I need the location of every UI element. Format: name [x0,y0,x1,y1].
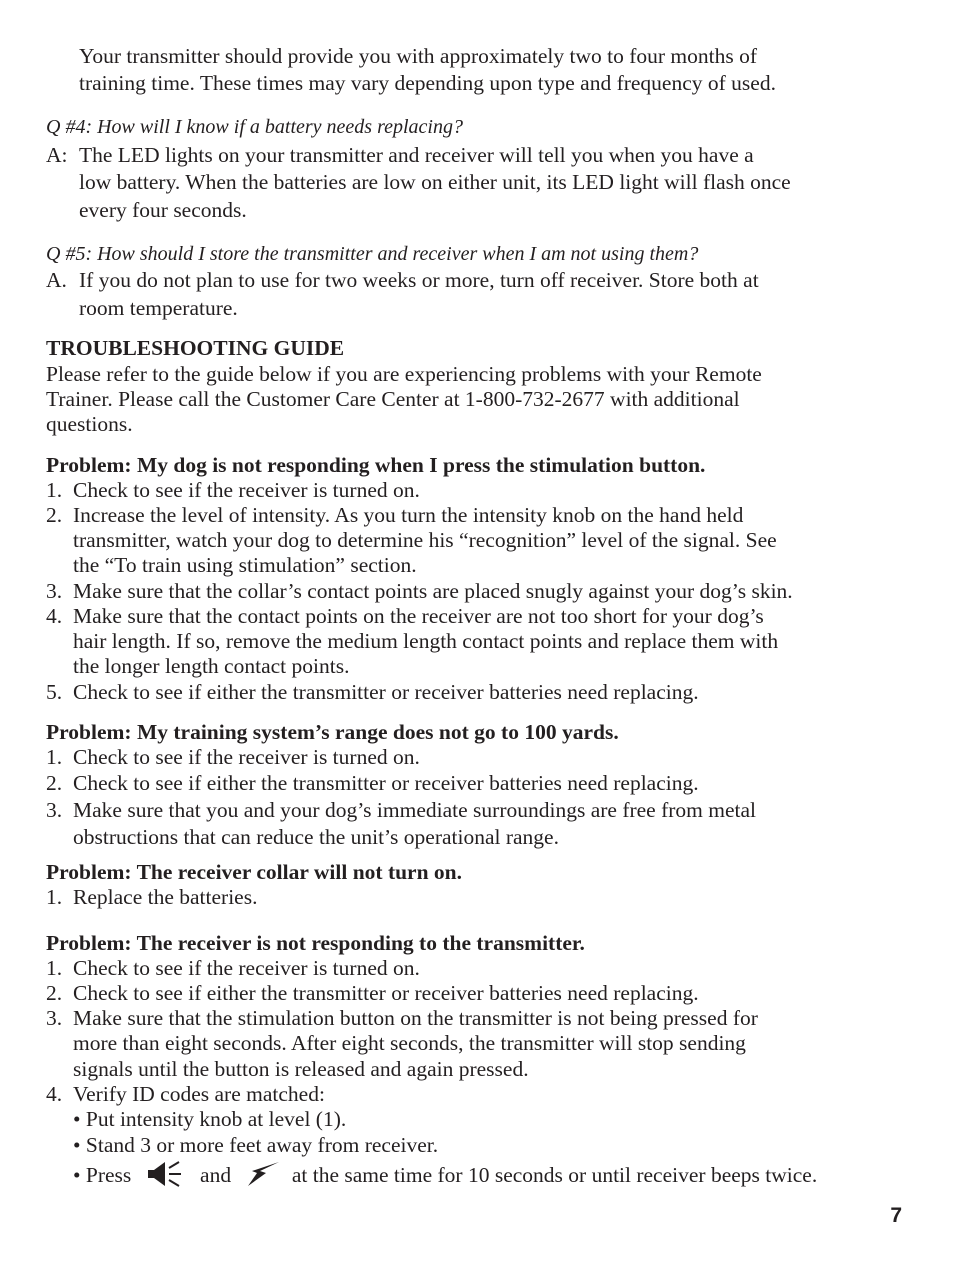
problem-1-step-4-line-2: hair length. If so, remove the medium length contact points and replace them with [73,629,779,653]
answer-5-line-2: room temperature. [79,296,238,320]
list-number: 3. [46,579,63,603]
guide-intro-line-1: Please refer to the guide below if you are experiencing problems with your Remote [46,362,762,386]
list-number: 2. [46,503,63,527]
intro-line-2: training time. These times may vary depending upon type and frequency of used. [79,71,776,95]
guide-intro-line-2: Trainer. Please call the Customer Care Center at 1-800-732-2677 with additional [46,387,740,411]
id-code-bullet-1: • Put intensity knob at level (1). [73,1107,347,1131]
speaker-tone-icon [147,1159,183,1195]
problem-1-step-2-line-2: transmitter, watch your dog to determine his “recognition” level of the signal. See [73,528,777,552]
press-label: • Press [73,1162,132,1187]
list-number: 4. [46,604,63,628]
list-number: 1. [46,745,63,769]
answer-5-prefix: A. [46,268,67,292]
problem-2-title: Problem: My training system’s range does not go to 100 yards. [46,720,619,744]
question-4: Q #4: How will I know if a battery needs replacing? [46,116,463,138]
id-code-bullet-2: • Stand 3 or more feet away from receiver. [73,1133,439,1157]
guide-intro-line-3: questions. [46,412,133,436]
problem-2-step-3-line-2: obstructions that can reduce the unit’s operational range. [73,825,559,849]
problem-1-step-4-line-3: the longer length contact points. [73,654,350,678]
answer-4-prefix: A: [46,143,68,167]
list-number: 3. [46,798,63,822]
press-instruction-rest: at the same time for 10 seconds or until receiver beeps twice. [291,1162,818,1187]
stimulation-bolt-icon [246,1161,280,1193]
answer-5-line-1: If you do not plan to use for two weeks or more, turn off receiver. Store both at [79,268,759,292]
troubleshooting-heading: TROUBLESHOOTING GUIDE [46,336,345,360]
list-number: 1. [46,956,63,980]
problem-2-step-1: Check to see if the receiver is turned on. [73,745,420,769]
list-number: 3. [46,1006,63,1030]
list-number: 1. [46,885,63,909]
answer-4-line-3: every four seconds. [79,198,247,222]
problem-4-step-2: Check to see if either the transmitter or receiver batteries need replacing. [73,981,699,1005]
intro-line-1: Your transmitter should provide you with approximately two to four months of [79,44,757,68]
list-number: 4. [46,1082,63,1106]
problem-1-title: Problem: My dog is not responding when I press the stimulation button. [46,453,706,477]
question-5: Q #5: How should I store the transmitter and receiver when I am not using them? [46,243,699,265]
answer-4-line-2: low battery. When the batteries are low on either unit, its LED light will flash once [79,170,791,194]
problem-4-step-3-line-1: Make sure that the stimulation button on the transmitter is not being pressed for [73,1006,758,1030]
list-number: 2. [46,771,63,795]
problem-1-step-4-line-1: Make sure that the contact points on the receiver are not too short for your dog’s [73,604,764,628]
problem-1-step-2-line-3: the “To train using stimulation” section. [73,553,417,577]
list-number: 1. [46,478,63,502]
problem-4-step-4: Verify ID codes are matched: [73,1082,325,1106]
list-number: 2. [46,981,63,1005]
problem-2-step-2: Check to see if either the transmitter or receiver batteries need replacing. [73,771,699,795]
and-label: and [200,1162,232,1187]
answer-4-line-1: The LED lights on your transmitter and receiver will tell you when you have a [79,143,754,167]
problem-1-step-3: Make sure that the collar’s contact points are placed snugly against your dog’s skin. [73,579,793,603]
id-code-bullet-3 [73,1159,817,1195]
problem-3-step-1: Replace the batteries. [73,885,258,909]
problem-4-step-3-line-3: signals until the button is released and again pressed. [73,1057,529,1081]
problem-2-step-3-line-1: Make sure that you and your dog’s immediate surroundings are free from metal [73,798,757,822]
problem-4-step-3-line-2: more than eight seconds. After eight seconds, the transmitter will stop sending [73,1031,746,1055]
problem-1-step-5: Check to see if either the transmitter or receiver batteries need replacing. [73,680,699,704]
list-number: 5. [46,680,63,704]
problem-1-step-2-line-1: Increase the level of intensity. As you turn the intensity knob on the hand held [73,503,744,527]
problem-1-step-1: Check to see if the receiver is turned on. [73,478,420,502]
problem-4-step-1: Check to see if the receiver is turned on. [73,956,420,980]
page-number: 7 [890,1204,902,1227]
problem-4-title: Problem: The receiver is not responding to the transmitter. [46,931,585,955]
problem-3-title: Problem: The receiver collar will not turn on. [46,860,463,884]
